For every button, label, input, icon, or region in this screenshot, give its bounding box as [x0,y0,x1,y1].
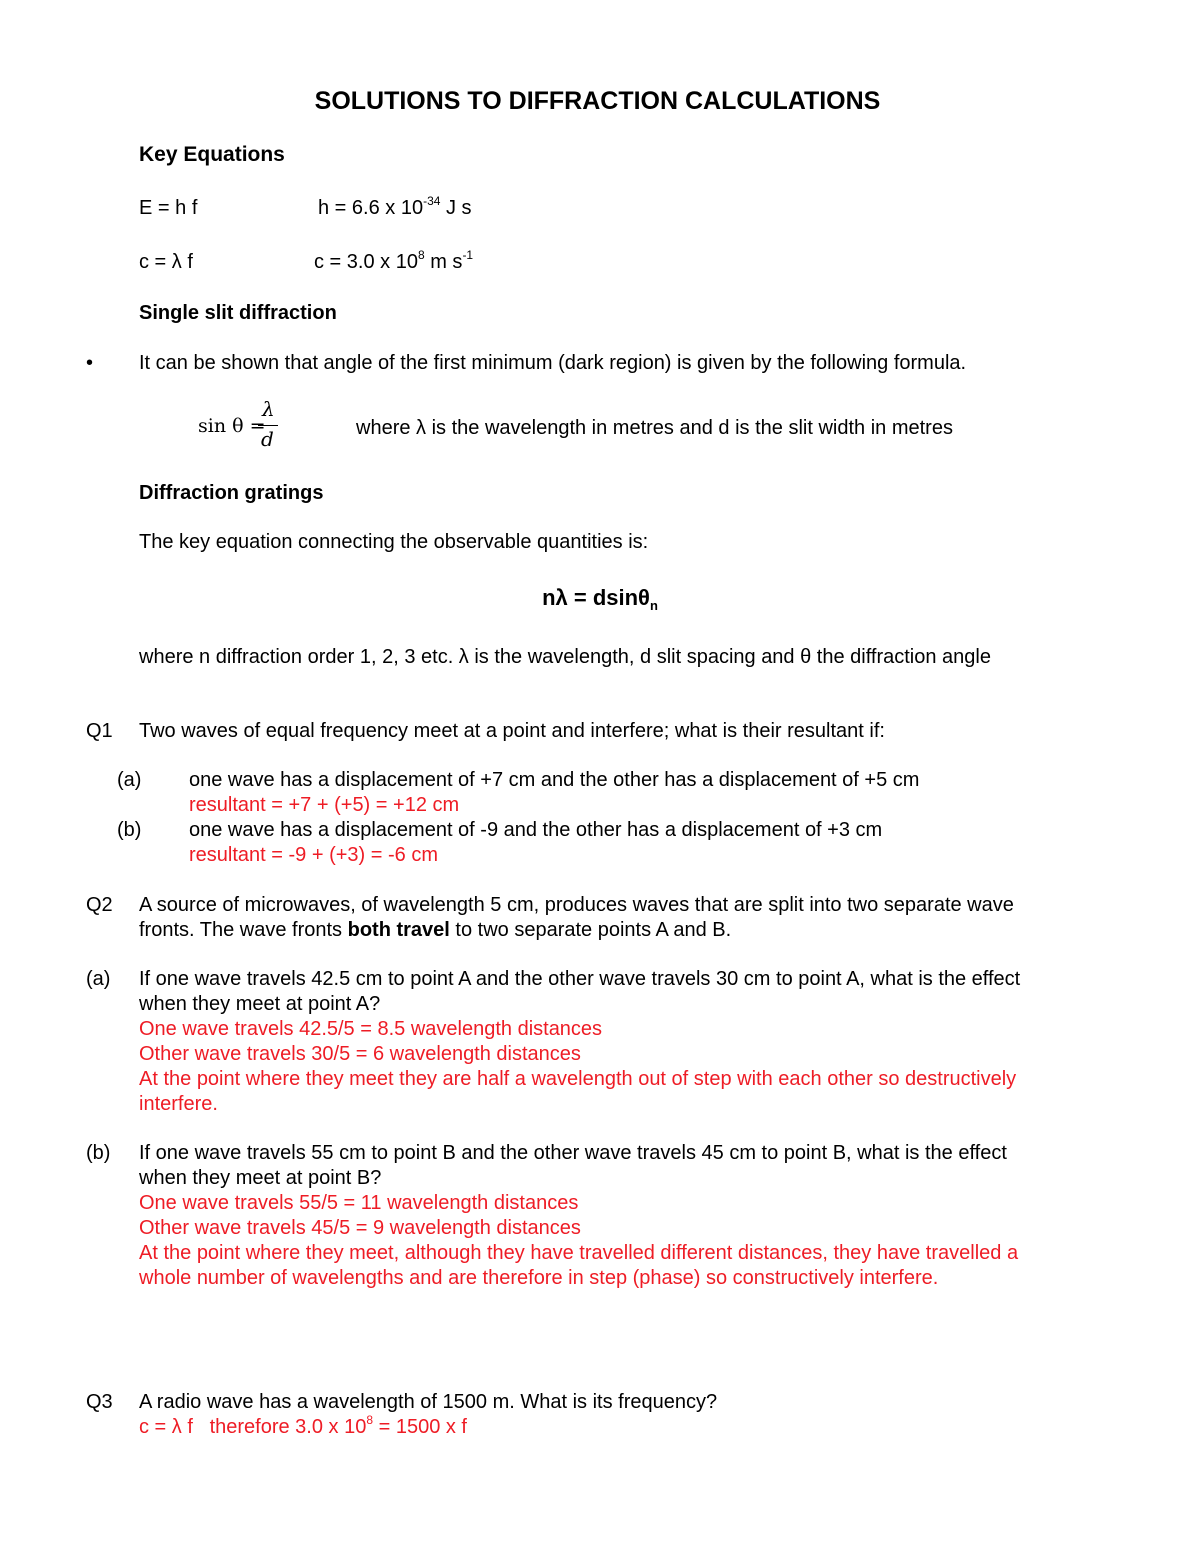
q3-question: A radio wave has a wavelength of 1500 m. What is its frequency? [139,1391,718,1413]
q2b-line2: when they meet at point B? [139,1167,382,1189]
fraction-bar [258,425,278,426]
key-equations-heading: Key Equations [139,143,285,166]
gratings-heading: Diffraction gratings [139,482,324,504]
q2b-answer-3: At the point where they meet, although they have travelled different distances, they have travelled a [139,1242,1019,1264]
equation-planck-constant: h = 6.6 x $10^{-34}$ J s [318,194,472,219]
q2b-line1: If one wave travels 55 cm to point B and the other wave travels 45 cm to point B, what is the effect [139,1142,1007,1164]
q3-label: Q3 [86,1391,113,1413]
q2a-line2: when they meet at point A? [139,993,381,1015]
q1b-label: (b) [117,819,142,841]
q1a-text: one wave has a displacement of +7 cm and the other has a displacement of +5 cm [189,769,920,791]
q1a-label: (a) [117,769,142,791]
equation-wave-speed: c = λ f [139,251,193,273]
page-title: SOLUTIONS TO DIFFRACTION CALCULATIONS [314,87,881,115]
grating-equation: nλ = dsinθ$_n$ [542,585,658,613]
q1b-answer: resultant = -9 + (+3) = -6 cm [189,844,438,866]
q2b-label: (b) [86,1142,111,1164]
q2a-answer-1: One wave travels 42.5/5 = 8.5 wavelength distances [139,1018,603,1040]
q2a-label: (a) [86,968,111,990]
equation-energy: E = h f [139,197,198,219]
q2a-answer-3: At the point where they meet they are half a wavelength out of step with each other so destructively [139,1068,1017,1090]
single-slit-text: It can be shown that angle of the first minimum (dark region) is given by the following formula. [139,352,967,374]
gratings-intro: The key equation connecting the observable quantities is: [139,531,649,553]
q2b-answer-1: One wave travels 55/5 = 11 wavelength distances [139,1192,579,1214]
q2b-answer-4: whole number of wavelengths and are therefore in step (phase) so constructively interfere. [139,1267,939,1289]
formula-lhs: sin θ = [198,415,266,437]
gratings-note: where n diffraction order 1, 2, 3 etc. λ is the wavelength, d slit spacing and θ the diffraction angle [139,646,991,668]
formula-denominator: d [261,427,274,451]
q1-question: Two waves of equal frequency meet at a point and interfere; what is their resultant if: [139,720,885,742]
q1-label: Q1 [86,720,113,742]
formula-numerator: λ [262,397,275,421]
q1b-text: one wave has a displacement of -9 and the other has a displacement of +3 cm [189,819,883,841]
q2-line1: A source of microwaves, of wavelength 5 cm, produces waves that are split into two separate wave [139,894,1014,916]
q2a-answer-4: interfere. [139,1093,218,1115]
bullet-icon: • [86,352,94,374]
single-slit-heading: Single slit diffraction [139,302,337,324]
q1a-answer: resultant = +7 + (+5) = +12 cm [189,794,460,816]
q2a-line1: If one wave travels 42.5 cm to point A and the other wave travels 30 cm to point A, what is the effect [139,968,1021,990]
q2-label: Q2 [86,894,113,916]
q2b-answer-2: Other wave travels 45/5 = 9 wavelength distances [139,1217,581,1239]
q3-answer: c = λ f therefore 3.0 x $10^8 = 1500$ x f [139,1413,467,1438]
q2a-answer-2: Other wave travels 30/5 = 6 wavelength distances [139,1043,581,1065]
q2-line2: fronts. The wave fronts both travel to two separate points A and B. [139,919,732,941]
equation-speed-of-light: c = 3.0 x $10^8$ m $s^{-1}$ [314,248,474,273]
formula-note: where λ is the wavelength in metres and d is the slit width in metres [356,417,953,439]
